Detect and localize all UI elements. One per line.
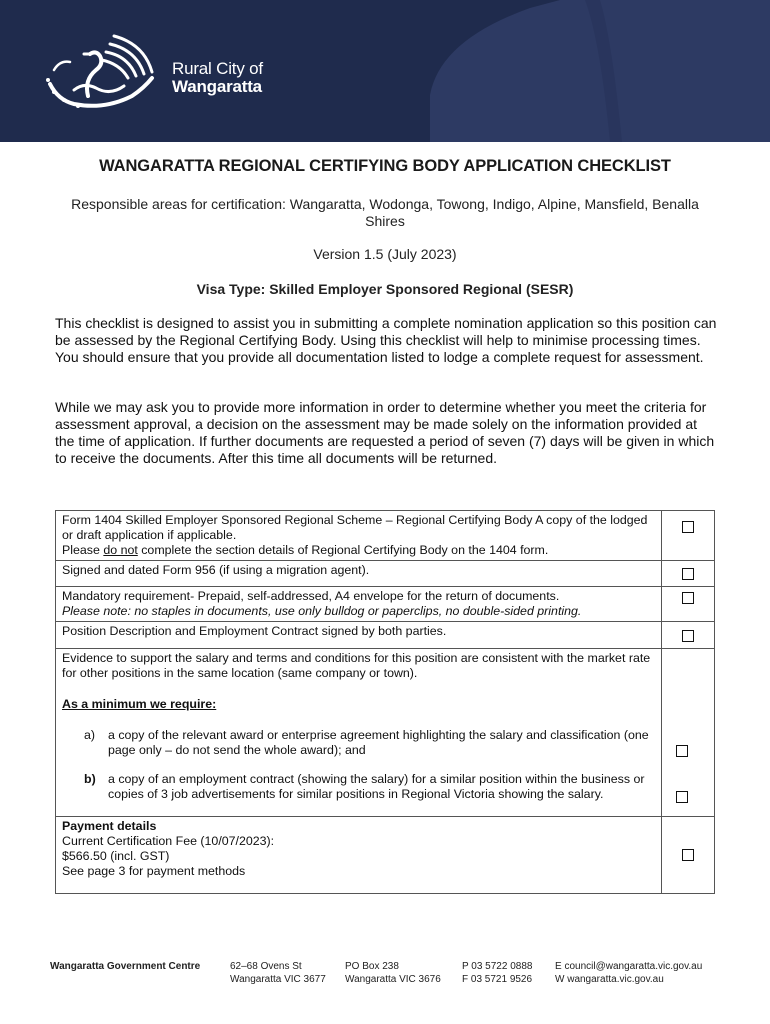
logo-line-2: Wangaratta	[172, 76, 262, 96]
checkbox-form-956[interactable]	[682, 568, 694, 580]
list-text-a: a copy of the relevant award or enterprise agreement highlighting the salary and classification (one page only – do not send the whole award); and	[108, 728, 649, 757]
checkbox-cell	[661, 511, 714, 561]
checkbox-cell	[661, 587, 714, 622]
checklist-row-payment	[56, 817, 715, 894]
checklist-row-form-1404	[56, 511, 715, 561]
checklist-text: Position Description and Employment Contract signed by both parties.	[56, 622, 662, 649]
checkbox-payment[interactable]	[682, 849, 694, 861]
checkbox-cell	[661, 622, 714, 649]
swan-sun-icon	[44, 30, 160, 112]
list-text-b: a copy of an employment contract (showing the salary) for a similar position within the business or copies of 3 job advertisements for similar positions in Regional Victoria showing the salary.	[108, 772, 645, 801]
list-letter-a: a)	[84, 728, 96, 742]
responsible-areas: Responsible areas for certification: Wangaratta, Wodonga, Towong, Indigo, Alpine, Mansfield, Benalla Shires	[71, 196, 699, 229]
row1-text: Form 1404 Skilled Employer Sponsored Regional Scheme – Regional Certifying Body A copy of the lodged or draft application if applicable.	[62, 513, 648, 542]
payment-heading: Payment details	[62, 819, 157, 833]
checkbox-position-description[interactable]	[682, 630, 694, 642]
footer-web[interactable]: W wangaratta.vic.gov.au	[555, 973, 664, 985]
payment-methods-note: See page 3 for payment methods	[62, 864, 246, 878]
footer-fax: F 03 5721 9526	[462, 973, 533, 985]
row3-text: Mandatory requirement- Prepaid, self-addressed, A4 envelope for the return of documents.	[62, 589, 560, 603]
footer-centre-name: Wangaratta Government Centre	[50, 961, 201, 972]
checkbox-cell	[661, 817, 714, 894]
footer-email[interactable]: E council@wangaratta.vic.gov.au	[555, 961, 703, 972]
page-header	[0, 0, 770, 142]
checklist-table	[55, 510, 715, 894]
list-item-a	[62, 728, 655, 758]
footer-phone-fax	[462, 961, 532, 986]
footer-phone: P 03 5722 0888	[462, 961, 533, 972]
checklist-row-form-956	[56, 561, 715, 587]
footer-po-box: PO Box 238 Wangaratta VIC 3676	[345, 961, 441, 985]
checkbox-award[interactable]	[676, 745, 688, 757]
checklist-row-salary-evidence	[56, 649, 715, 817]
checkbox-envelope[interactable]	[682, 592, 694, 604]
visa-type: Visa Type: Skilled Employer Sponsored Regional (SESR)	[196, 281, 574, 297]
checkbox-form-1404[interactable]	[682, 521, 694, 533]
intro-paragraph-2: While we may ask you to provide more information in order to determine whether you meet the criteria for assessment approval, a decision on the assessment may be made solely on the information provided at the time of application. If further documents are requested a period of seven (7) days will be given in which to receive the documents. After this time all documents will be returned.	[55, 399, 715, 466]
checklist-text	[56, 817, 662, 894]
document-title: WANGARATTA REGIONAL CERTIFYING BODY APPLICATION CHECKLIST	[99, 157, 671, 175]
row5-intro: Evidence to support the salary and terms and conditions for this position are consistent with the market rate for other positions in the same location (same company or town).	[62, 651, 651, 680]
row3-note: Please note: no staples in documents, use only bulldog or paperclips, no double-sided printing.	[62, 604, 582, 618]
checkbox-cell	[661, 649, 714, 817]
version-label: Version 1.5 (July 2023)	[313, 246, 457, 262]
checklist-text	[56, 649, 662, 817]
logo-line-1: Rural City of	[172, 59, 263, 78]
checklist-text	[56, 587, 662, 622]
checklist-row-envelope	[56, 587, 715, 622]
logo-text	[172, 60, 263, 96]
payment-fee-amount: $566.50 (incl. GST)	[62, 849, 170, 863]
row5-heading: As a minimum we require:	[62, 697, 217, 711]
footer-email-web	[555, 961, 702, 986]
footer-street-address: 62–68 Ovens St Wangaratta VIC 3677	[230, 961, 326, 985]
list-item-b	[62, 772, 655, 802]
checklist-text	[56, 511, 662, 561]
row1-note: Please do not complete the section details of Regional Certifying Body on the 1404 form.	[62, 543, 549, 557]
checklist-row-position-description	[56, 622, 715, 649]
list-letter-b: b)	[84, 772, 96, 786]
checkbox-employment-contract[interactable]	[676, 791, 688, 803]
checkbox-cell	[661, 561, 714, 587]
intro-paragraph-1: This checklist is designed to assist you in submitting a complete nomination application so this position can be assessed by the Regional Certifying Body. Using this checklist will help to minimise processing times. You should ensure that you provide all documentation listed to lodge a complete request for assessment.	[55, 315, 717, 365]
payment-fee-label: Current Certification Fee (10/07/2023):	[62, 834, 275, 848]
checklist-text: Signed and dated Form 956 (if using a migration agent).	[56, 561, 662, 587]
